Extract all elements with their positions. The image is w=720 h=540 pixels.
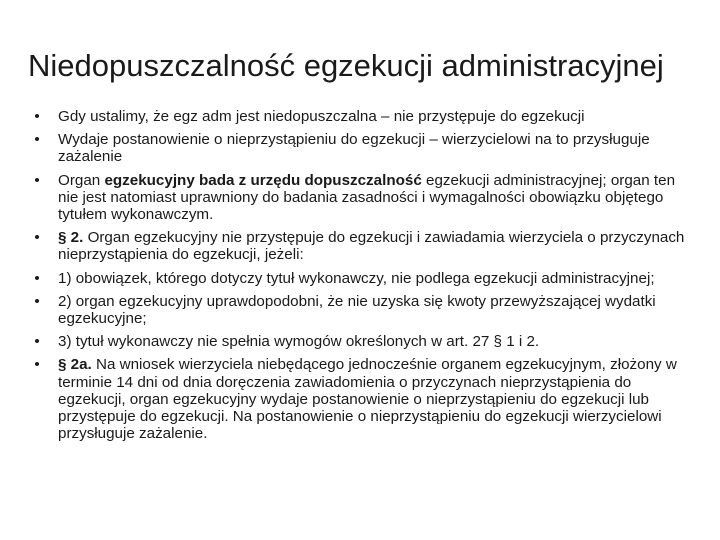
bullet-text-bold: § 2a. [58,356,92,374]
bullet-item [30,333,698,350]
bullet-item [30,293,698,327]
bullet-item [30,131,698,165]
bullet-text-post: egzekucji administracyjnej; organ ten nie jest natomiast uprawniony do badania zasadności i wymagalności obowiązku objętego tytułem wykonawczym. [58,171,676,224]
slide-title: Niedopuszczalność egzekucji administracyjnej [28,48,664,83]
bullet-item [30,356,698,442]
bullet-icon: • [34,229,40,247]
bullet-icon: • [34,108,40,125]
bullet-text-pre: Organ [58,171,105,189]
bullet-text: 2) organ egzekucyjny uprawdopodobni, że nie uzyska się kwoty przewyższającej wydatki egzekucyjne; [58,292,656,328]
bullet-icon: • [34,269,40,287]
bullet-text-bold: § 2. [58,229,84,247]
bullet-item [30,270,698,287]
bullet-icon: • [34,292,40,310]
bullet-item [30,108,698,125]
bullet-text-bold: egzekucyjny bada z urzędu dopuszczalność [104,171,422,189]
bullet-icon: • [34,131,40,149]
bullet-text-post: Organ egzekucyjny nie przystępuje do egzekucji i zawiadamia wierzyciela o przyczynach nieprzystąpienia do egzekucji, jeżeli: [58,229,685,264]
bullet-text: Wydaje postanowienie o nieprzystąpieniu do egzekucji – wierzycielowi na to przysługuje zażalenie [58,131,650,166]
bullet-text: Gdy ustalimy, że egz adm jest niedopuszczalna – nie przystępuje do egzekucji [58,108,585,125]
bullet-item [30,229,698,263]
bullet-icon: • [34,333,40,351]
bullet-list [30,108,698,448]
bullet-icon: • [34,171,40,189]
bullet-icon: • [34,356,40,374]
bullet-item [30,172,698,224]
bullet-text-post: Na wniosek wierzyciela niebędącego jednocześnie organem egzekucyjnym, złożony w terminie 14 dni od dnia doręczenia zawiadomienia o przyczynach nieprzystąpienia do egzekucji, organ egzekucyjny wydaje postanowienie o nieprzystąpieniu do egzekucji lub przystępuje do egzekucji. Na postanowienie o nieprzystąpieniu do egzekucji wierzycielowi przysługuje zażalenie. [58,356,677,443]
bullet-text: 3) tytuł wykonawczy nie spełnia wymogów określonych w art. 27 § 1 i 2. [58,333,540,351]
bullet-text: 1) obowiązek, którego dotyczy tytuł wykonawczy, nie podlega egzekucji administracyjnej; [58,269,655,287]
